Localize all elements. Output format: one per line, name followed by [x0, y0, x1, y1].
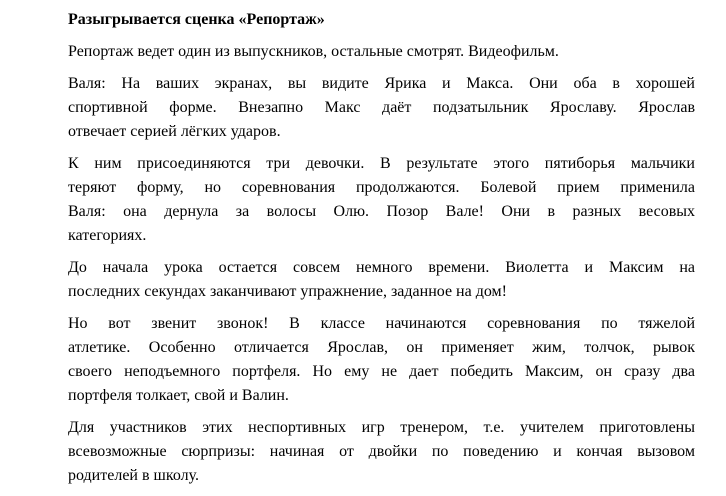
paragraph-line: своего неподъемного портфеля. Но ему не дает победить Максим, он сразу два	[68, 363, 695, 380]
paragraph-line: отвечает серией лёгких ударов.	[68, 123, 281, 140]
paragraphs	[68, 40, 695, 488]
paragraph-line: родителей в школу.	[68, 467, 199, 484]
paragraph-line: всевозможные сюрпризы: начиная от двойки по поведению и кончая вызовом	[68, 443, 695, 460]
paragraph	[68, 40, 695, 64]
paragraph-line: Но вот звенит звонок! В классе начинаются соревнования по тяжелой	[68, 315, 695, 332]
document-title: Разыгрывается сценка «Репортаж»	[68, 11, 325, 28]
paragraph-line: Валя: она дернула за волосы Олю. Позор Вале! Они в разных весовых	[68, 203, 695, 220]
paragraph	[68, 152, 695, 248]
paragraph-line: К ним присоединяются три девочки. В результате этого пятиборья мальчики	[68, 155, 695, 172]
paragraph-line: Репортаж ведет один из выпускников, остальные смотрят. Видеофильм.	[68, 43, 559, 60]
paragraph-line: спортивной форме. Внезапно Макс даёт подзатыльник Ярославу. Ярослав	[68, 99, 695, 116]
paragraph-line: портфеля толкает, свой и Валин.	[68, 387, 289, 404]
paragraph-line: Валя: На ваших экранах, вы видите Ярика и Макса. Они оба в хорошей	[68, 75, 695, 92]
paragraph	[68, 72, 695, 144]
paragraph	[68, 416, 695, 488]
paragraph-line: До начала урока остается совсем немного времени. Виолетта и Максим на	[68, 259, 695, 276]
paragraph-line: теряют форму, но соревнования продолжаются. Болевой прием применила	[68, 179, 695, 196]
paragraph-line: последних секундах заканчивают упражнение, заданное на дом!	[68, 283, 508, 300]
paragraph-line: Для участников этих неспортивных игр тренером, т.е. учителем приготовлены	[68, 419, 695, 436]
document-body	[68, 8, 695, 496]
paragraph-line: категориях.	[68, 227, 147, 244]
paragraph-line: атлетике. Особенно отличается Ярослав, он применяет жим, толчок, рывок	[68, 339, 695, 356]
paragraph	[68, 256, 695, 304]
paragraph	[68, 312, 695, 408]
